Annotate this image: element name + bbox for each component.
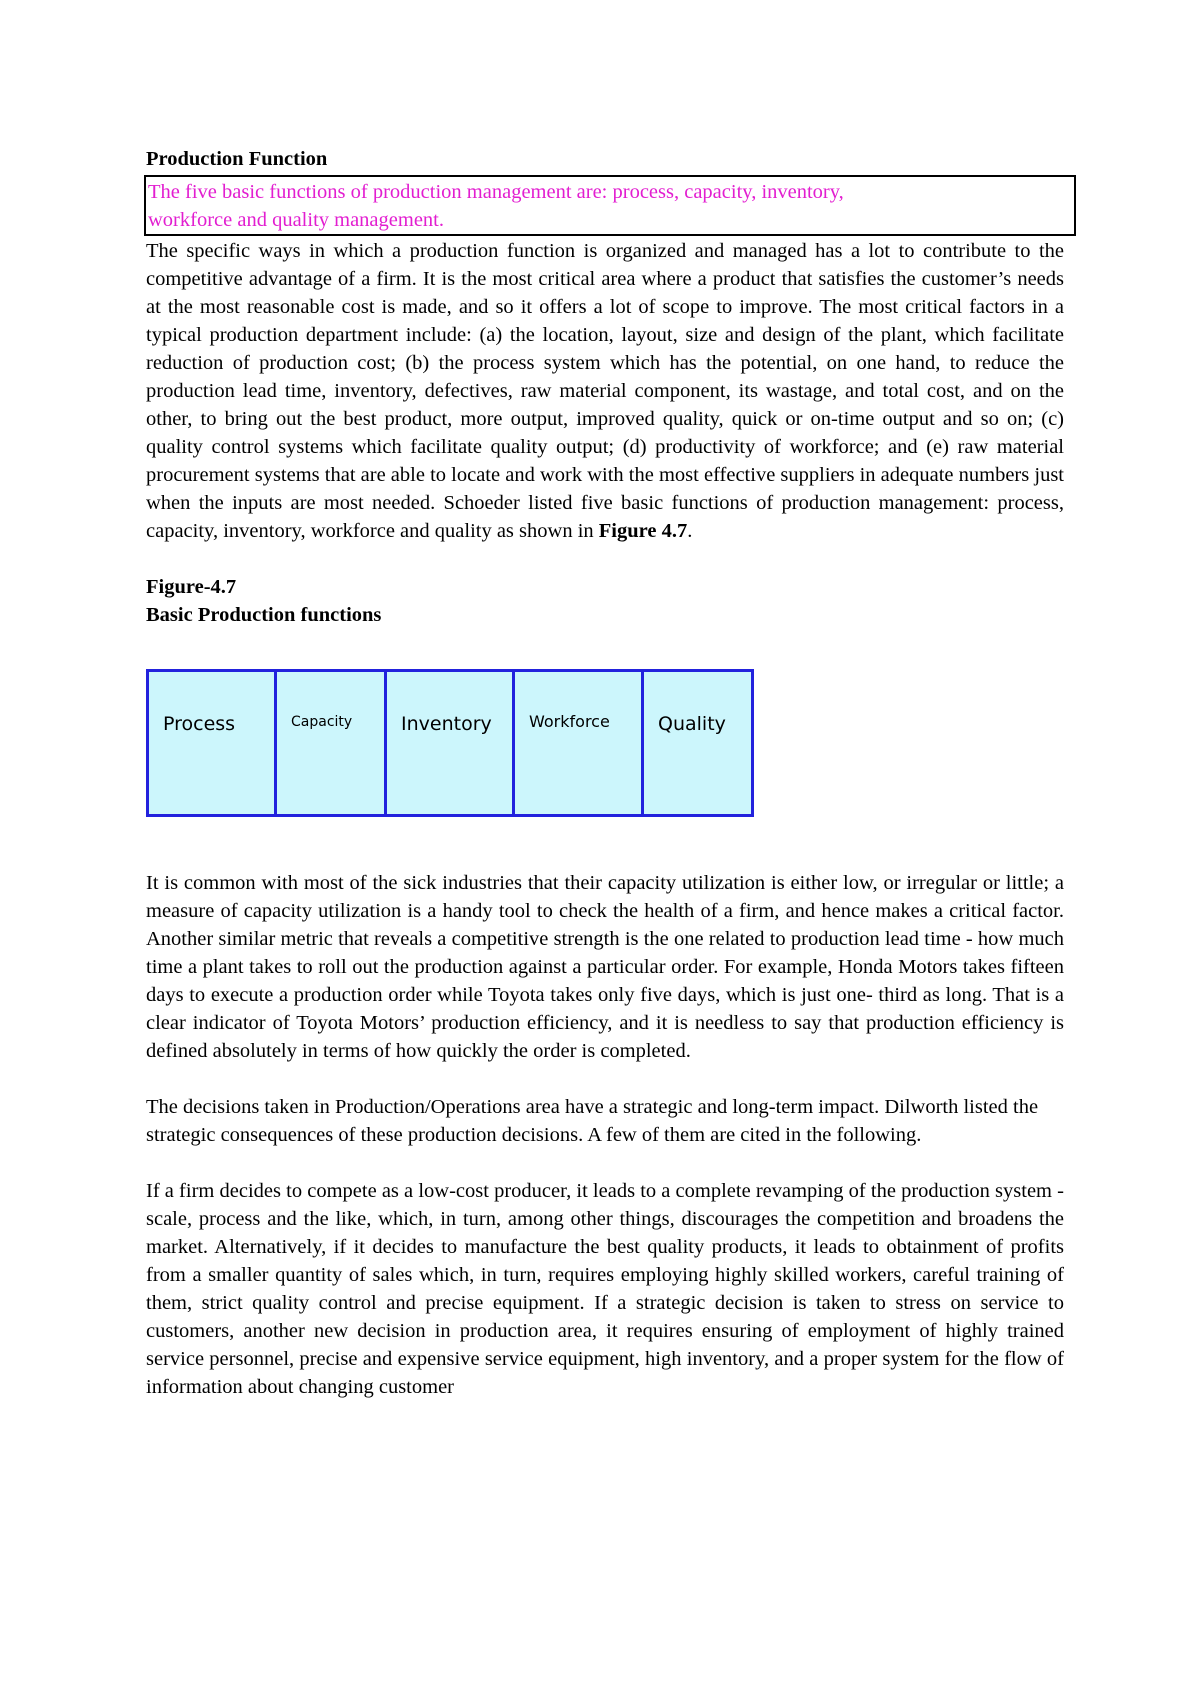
paragraph-production-factors	[146, 237, 1064, 545]
function-label: Capacity	[291, 714, 353, 730]
paragraph-end: .	[687, 520, 693, 542]
function-cell-quality	[644, 672, 751, 814]
figure-label: Figure-4.7	[146, 576, 237, 598]
paragraph-text: The specific ways in which a production function is organized and managed has a lot to contribute to the competitive advantage of a firm. It is the most critical area where a product that satisfies the customer’s needs at the most reasonable cost is made, and so it offers a lot of scope to improve. The most critical factors in a typical production department include: (a) the location, layout, size and design of the plant, which facilitate reduction of production cost; (b) the process system which has the potential, on one hand, to reduce the production lead time, inventory, defectives, raw material component, its wastage, and total cost, and on the other, to bring out the best product, more output, improved quality, quick or on-time output and so on; (c) quality control systems which facilitate quality output; (d) productivity of workforce; and (e) raw material procurement systems that are able to locate and work with the most effective suppliers in adequate numbers just when the inputs are most needed. Schoeder listed five basic functions of production management: process, capacity, inventory, workforce and quality as shown in	[146, 240, 1064, 542]
summary-line-2: workforce and quality management.	[148, 209, 444, 231]
function-cell-workforce	[515, 672, 644, 814]
document-body	[146, 145, 1064, 1401]
function-cell-process	[149, 672, 277, 814]
function-label: Quality	[658, 713, 726, 735]
paragraph-capacity-utilization: It is common with most of the sick industries that their capacity utilization is either low, or irregular or little; a measure of capacity utilization is a handy tool to check the health of a firm, and hence makes a critical factor. Another similar metric that reveals a competitive strength is the one related to production lead time - how much time a plant takes to roll out the production against a particular order. For example, Honda Motors takes fifteen days to execute a production order while Toyota takes only five days, which is just one- third as long. That is a clear indicator of Toyota Motors’ production efficiency, and it is needless to say that production efficiency is defined absolutely in terms of how quickly the order is completed.	[146, 872, 1064, 1062]
production-functions-diagram	[146, 669, 754, 817]
highlighted-summary-box	[144, 175, 1076, 236]
paragraph-strategic-decisions: The decisions taken in Production/Operations area have a strategic and long-term impact. Dilworth listed the strategic consequences of these production decisions. A few of them are cited in the following.	[146, 1096, 1039, 1146]
function-label: Workforce	[529, 712, 610, 731]
function-label: Process	[163, 713, 236, 735]
paragraph-competitive-strategy: If a firm decides to compete as a low-cost producer, it leads to a complete revamping of the production system - scale, process and the like, which, in turn, among other things, discourages the competition and broadens the market. Alternatively, if it decides to manufacture the best quality products, it leads to obtainment of profits from a smaller quantity of sales which, in turn, requires employing highly skilled workers, careful training of them, strict quality control and precise equipment. If a strategic decision is taken to stress on service to customers, another new decision in production area, it requires ensuring of employment of highly trained service personnel, precise and expensive service equipment, high inventory, and a proper system for the flow of information about changing customer	[146, 1180, 1064, 1398]
function-cell-inventory	[387, 672, 515, 814]
summary-line-1: The five basic functions of production management are: process, capacity, inventory,	[148, 181, 844, 203]
section-heading: Production Function	[146, 148, 328, 170]
function-cell-capacity	[277, 672, 387, 814]
function-label: Inventory	[401, 713, 492, 735]
figure-reference: Figure 4.7	[598, 520, 688, 542]
figure-title: Basic Production functions	[146, 604, 382, 626]
